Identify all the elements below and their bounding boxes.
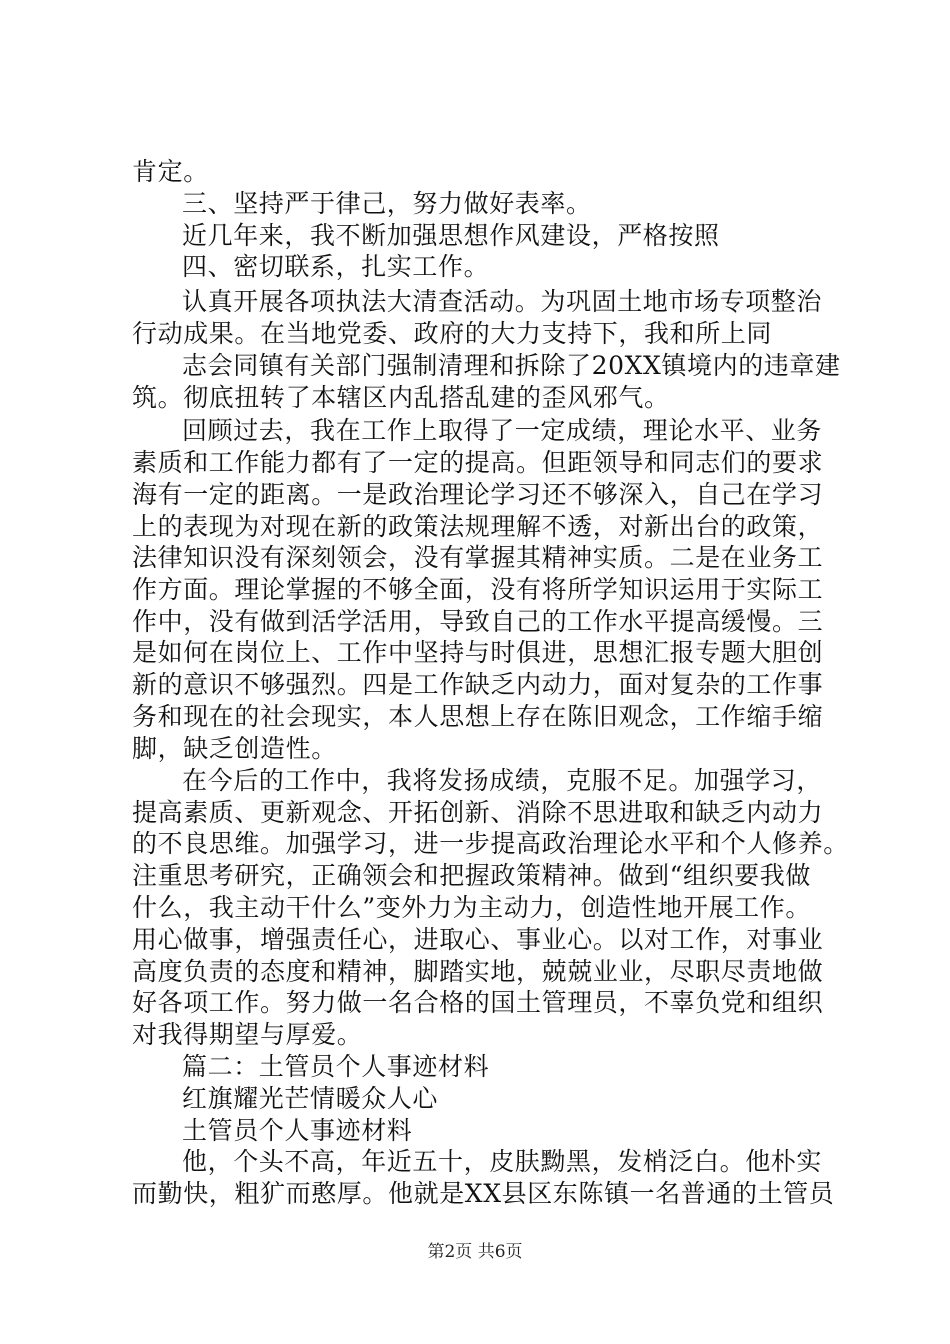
text-line: 提高素质、更新观念、开拓创新、消除不思进取和缺乏内动力 — [132, 798, 824, 827]
text-line: 好各项工作。努力做一名合格的国土管理员，不辜负党和组织 — [132, 988, 824, 1017]
text-line: 土管员个人事迹材料 — [182, 1116, 413, 1145]
text-line: 肯定。 — [132, 157, 209, 186]
text-line: 注重思考研究，正确领会和把握政策精神。做到“组织要我做 — [132, 861, 811, 890]
text-line: 海有一定的距离。一是政治理论学习还不够深入，自己在学习 — [132, 480, 824, 509]
text-line: 近几年来，我不断加强思想作风建设，严格按照 — [182, 221, 720, 250]
text-line: 务和现在的社会现实，本人思想上存在陈旧观念，工作缩手缩 — [132, 702, 824, 731]
text-line: 脚，缺乏创造性。 — [132, 734, 337, 763]
text-line: 作方面。理论掌握的不够全面，没有将所学知识运用于实际工 — [132, 575, 824, 604]
text-line: 筑。彻底扭转了本辖区内乱搭乱建的歪风邪气。 — [132, 383, 670, 412]
text-line: 认真开展各项执法大清查活动。为巩固土地市场专项整治 — [182, 287, 823, 316]
text-line: 什么，我主动干什么”变外力为主动力，创造性地开展工作。 — [132, 893, 811, 922]
text-line: 在今后的工作中，我将发扬成绩，克服不足。加强学习， — [182, 766, 823, 795]
page-number-footer: 第2页 共6页 — [427, 1242, 523, 1262]
text-line: 回顾过去，我在工作上取得了一定成绩，理论水平、业务 — [182, 416, 823, 445]
text-line: 的不良思维。加强学习，进一步提高政治理论水平和个人修养。 — [132, 829, 849, 858]
text-line: 对我得期望与厚爱。 — [132, 1020, 363, 1049]
text-line: 篇二：土管员个人事迹材料 — [182, 1052, 490, 1081]
text-line: 是如何在岗位上、工作中坚持与时俱进，思想汇报专题大胆创 — [132, 638, 824, 667]
text-line: 作中，没有做到活学活用，导致自己的工作水平提高缓慢。三 — [132, 607, 824, 636]
text-line: 法律知识没有深刻领会，没有掌握其精神实质。二是在业务工 — [132, 543, 824, 572]
text-line: 而勤快，粗犷而憨厚。他就是XX县区东陈镇一名普通的土管员 — [132, 1179, 835, 1208]
text-line: 红旗耀光芒情暖众人心 — [182, 1084, 439, 1113]
text-line: 用心做事，增强责任心，进取心、事业心。以对工作，对事业 — [132, 925, 824, 954]
text-line: 高度负责的态度和精神，脚踏实地，兢兢业业，尽职尽责地做 — [132, 957, 824, 986]
text-line: 行动成果。在当地党委、政府的大力支持下，我和所上同 — [132, 319, 773, 348]
text-line: 新的意识不够强烈。四是工作缺乏内动力，面对复杂的工作事 — [132, 670, 824, 699]
text-line: 上的表现为对现在新的政策法规理解不透，对新出台的政策， — [132, 512, 824, 541]
text-line: 三、坚持严于律己，努力做好表率。 — [182, 189, 592, 218]
text-line: 四、密切联系，扎实工作。 — [182, 252, 490, 281]
text-line: 他，个头不高，年近五十，皮肤黝黑，发梢泛白。他朴实 — [182, 1147, 823, 1176]
text-line: 素质和工作能力都有了一定的提高。但距领导和同志们的要求 — [132, 448, 824, 477]
text-line: 志会同镇有关部门强制清理和拆除了20XX镇境内的违章建 — [182, 351, 841, 380]
